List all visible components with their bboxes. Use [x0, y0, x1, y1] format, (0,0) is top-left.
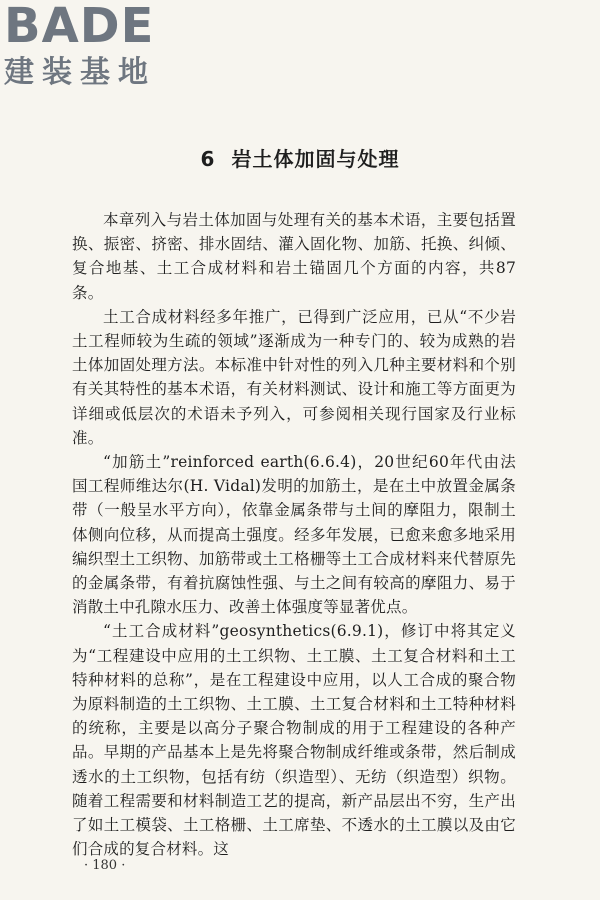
chapter-number: 6 — [200, 147, 216, 171]
paragraph: “加筋土”reinforced earth(6.6.4)，20世纪60年代由法国工程师维达尔(H. Vidal)发明的加筋土，是在土中放置金属条带（一般呈水平方向），依靠金属条带与土间的摩阻力，限制土体侧向位移，从而提高土强度。经多年发展，已愈来愈多地采用编织型土工织物、加筋带或土工格栅等土工合成材料来代替原先的金属条带，有着抗腐蚀性强、与土之间有较高的摩阻力、易于消散土中孔隙水压力、改善土体强度等显著优点。 — [72, 453, 516, 617]
chapter-title: 岩土体加固与处理 — [231, 147, 400, 171]
logo-mark: BADE — [4, 0, 155, 54]
paragraph: 土工合成材料经多年推广，已得到广泛应用，已从“不少岩土工程师较为生疏的领域”逐渐成为一种专门的、较为成熟的岩土体加固处理方法。本标准中针对性的列入几种主要材料和个别有关其特性的基本术语，有关材料测试、设计和施工等方面更为详细或低层次的术语未予列入，可参阅相关现行国家及行业标准。 — [72, 307, 516, 447]
chapter-heading — [0, 143, 600, 172]
logo-subtitle: 建装基地 — [4, 55, 156, 90]
body-text — [72, 208, 516, 861]
watermark-logo — [4, 2, 174, 92]
paragraph: “土工合成材料”geosynthetics(6.9.1)，修订中将其定义为“工程建设中应用的土工织物、土工膜、土工复合材料和土工特种材料的总称”，是在工程建设中应用，以人工合成的聚合物为原料制造的土工织物、土工膜、土工复合材料和土工特种材料的统称，主要是以高分子聚合物制成的用于工程建设的各种产品。早期的产品基本上是先将聚合物制成纤维或条带，然后制成透水的土工织物，包括有纺（织造型）、无纺（织造型）织物。随着工程需要和材料制造工艺的提高，新产品层出不穷，生产出了如土工模袋、土工格栅、土工席垫、不透水的土工膜以及由它们合成的复合材料。这 — [72, 622, 516, 859]
page-number: · 180 · — [84, 858, 126, 873]
paragraph: 本章列入与岩土体加固与处理有关的基本术语，主要包括置换、振密、挤密、排水固结、灌入固化物、加筋、托换、纠倾、复合地基、土工合成材料和岩土锚固几个方面的内容，共87条。 — [72, 211, 516, 302]
